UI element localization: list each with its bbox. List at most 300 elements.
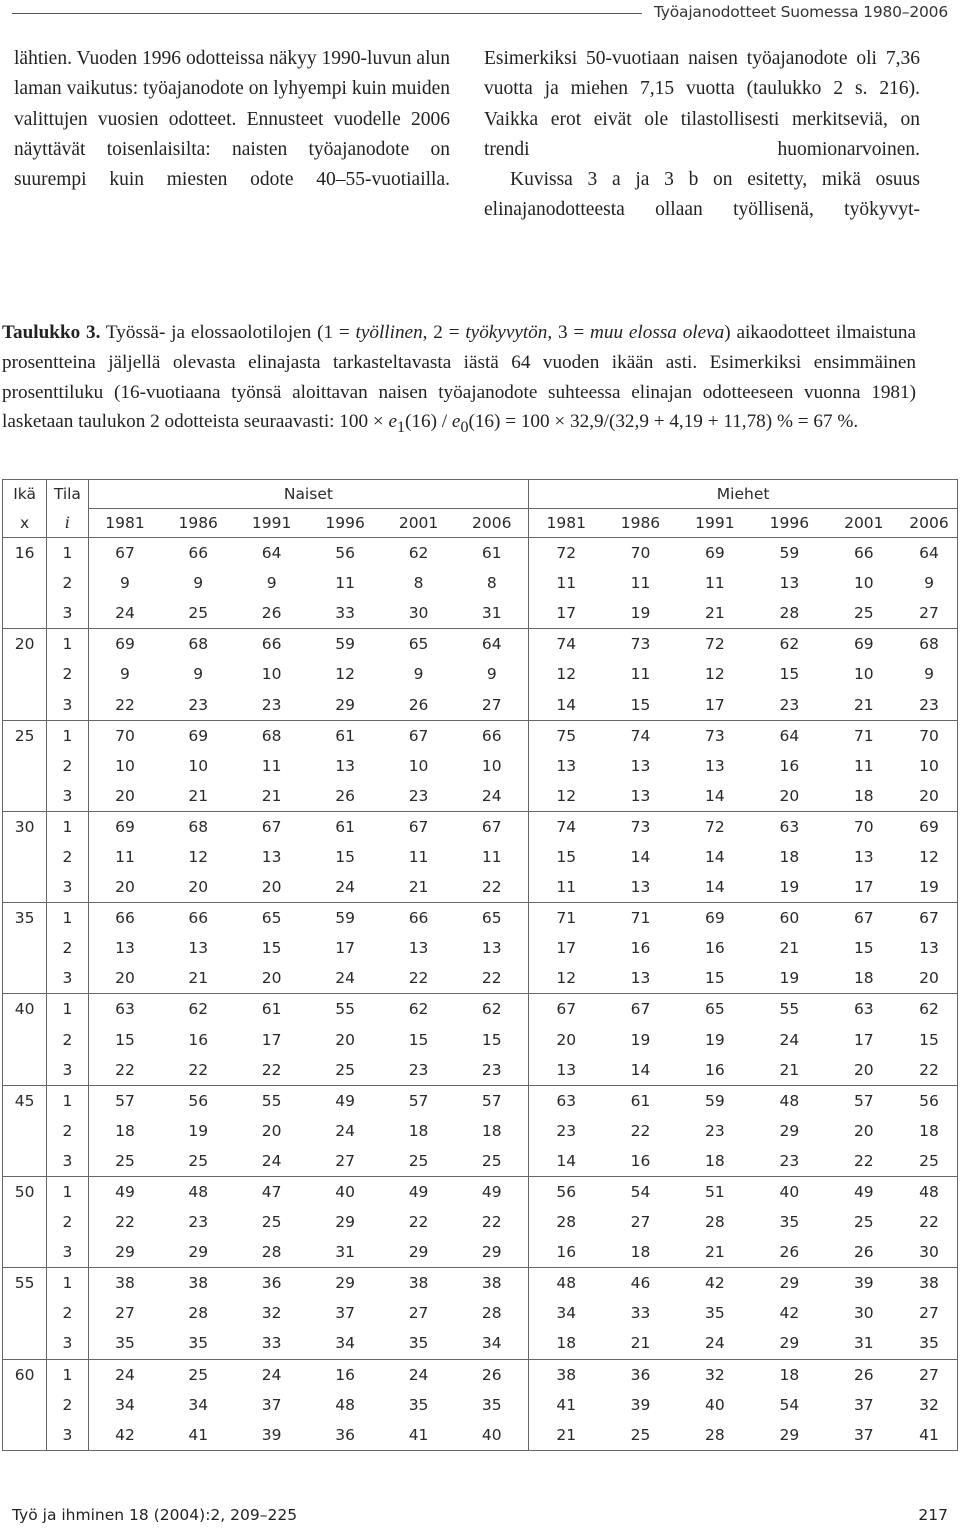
age-cell (3, 568, 47, 598)
table-row (3, 781, 958, 812)
women-value-cell: 9 (455, 659, 528, 689)
men-value-cell: 37 (827, 1420, 901, 1451)
women-value-cell: 22 (115, 1213, 135, 1232)
women-value-cell: 42 (88, 1420, 161, 1451)
women-value-cell: 23 (408, 1060, 429, 1079)
men-value-cell: 18 (779, 847, 800, 866)
right-column (484, 44, 920, 226)
table-row (3, 1420, 958, 1451)
men-value-cell: 41 (556, 1395, 577, 1414)
page-footer (12, 1506, 948, 1524)
men-value-cell: 23 (705, 1121, 725, 1140)
women-value-cell: 55 (308, 994, 381, 1025)
men-value-cell: 18 (853, 786, 874, 805)
women-value-cell: 8 (455, 568, 528, 598)
state-cell: 3 (47, 689, 88, 720)
table-row (3, 659, 958, 689)
women-value-cell: 22 (261, 1060, 282, 1079)
men-value-cell: 31 (853, 1334, 874, 1353)
age-cell: 30 (3, 811, 47, 842)
caption-label: Taulukko 3. (2, 322, 101, 343)
men-value-cell: 38 (901, 1268, 957, 1299)
men-value-cell: 13 (630, 878, 651, 897)
men-value-cell: 66 (827, 538, 901, 569)
men-value-cell: 19 (779, 878, 800, 897)
women-value-cell: 67 (382, 811, 455, 842)
men-value-cell: 69 (678, 903, 752, 934)
men-value-cell: 37 (853, 1395, 874, 1414)
women-value-cell: 64 (455, 629, 528, 660)
women-value-cell: 28 (455, 1298, 528, 1328)
women-value-cell: 38 (382, 1268, 455, 1299)
women-value-cell: 27 (335, 1151, 355, 1170)
women-value-cell: 8 (413, 574, 424, 593)
men-value-cell: 68 (901, 629, 957, 660)
men-value-cell: 28 (678, 1420, 752, 1451)
men-value-cell: 12 (705, 665, 725, 684)
age-cell: 16 (3, 538, 47, 569)
men-value-cell: 42 (779, 1304, 800, 1323)
men-value-cell: 46 (603, 1268, 677, 1299)
men-value-cell: 15 (853, 939, 874, 958)
women-value-cell: 12 (188, 847, 209, 866)
women-value-cell: 68 (161, 811, 234, 842)
men-value-cell: 14 (705, 847, 725, 866)
women-value-cell: 66 (382, 903, 455, 934)
men-value-cell: 9 (901, 568, 957, 598)
women-value-cell: 37 (335, 1304, 355, 1323)
age-cell (3, 1055, 47, 1086)
men-value-cell: 63 (752, 811, 826, 842)
women-value-cell: 29 (308, 1268, 381, 1299)
women-value-cell: 9 (120, 574, 130, 593)
age-cell (3, 1025, 47, 1055)
women-value-cell: 15 (408, 1030, 429, 1049)
state-cell: 1 (47, 538, 88, 569)
women-value-cell: 13 (188, 939, 209, 958)
women-value-cell: 27 (408, 1304, 429, 1323)
women-value-cell: 29 (115, 1243, 135, 1262)
women-value-cell: 12 (335, 665, 355, 684)
table-row (3, 1085, 958, 1116)
table-row (3, 751, 958, 781)
men-value-cell: 59 (678, 1085, 752, 1116)
women-value-cell: 66 (235, 629, 308, 660)
caption-subscript: 1 (397, 419, 406, 437)
women-value-cell: 31 (455, 598, 528, 629)
men-value-cell: 13 (901, 933, 957, 963)
women-value-cell: 21 (188, 786, 209, 805)
state-cell: 1 (47, 1176, 88, 1207)
women-value-cell: 24 (335, 1121, 355, 1140)
women-value-cell: 66 (455, 720, 528, 751)
men-value-cell: 24 (705, 1334, 725, 1353)
men-value-cell: 19 (779, 969, 800, 988)
men-value-cell: 20 (556, 1030, 577, 1049)
state-cell: 1 (47, 1268, 88, 1299)
women-value-cell: 38 (455, 1268, 528, 1299)
age-cell: 60 (3, 1359, 47, 1390)
table-row (3, 1116, 958, 1146)
table-row (3, 629, 958, 660)
running-head-title: Työajanodotteet Suomessa 1980–2006 (653, 3, 948, 21)
age-cell: 40 (3, 994, 47, 1025)
men-value-cell: 21 (705, 604, 725, 623)
men-value-cell: 22 (901, 1055, 957, 1086)
women-value-cell: 35 (408, 1395, 429, 1414)
women-value-cell: 48 (335, 1395, 355, 1414)
year-header-men: 2006 (901, 509, 957, 538)
women-value-cell: 56 (161, 1085, 234, 1116)
age-cell (3, 659, 47, 689)
women-value-cell: 23 (455, 1055, 528, 1086)
men-value-cell: 73 (603, 811, 677, 842)
state-cell: 2 (47, 933, 88, 963)
men-value-cell: 32 (901, 1390, 957, 1420)
women-value-cell: 22 (408, 969, 429, 988)
year-header-women: 1986 (161, 509, 234, 538)
table-subheader-row (3, 509, 958, 538)
women-value-cell: 29 (455, 1237, 528, 1268)
men-value-cell: 21 (853, 695, 874, 714)
caption-italic: työllinen (355, 322, 423, 343)
state-cell: 3 (47, 1055, 88, 1086)
men-value-cell: 18 (752, 1359, 826, 1390)
table-row (3, 1298, 958, 1328)
women-value-cell: 29 (335, 1213, 355, 1232)
men-value-cell: 28 (556, 1213, 577, 1232)
men-value-cell: 49 (827, 1176, 901, 1207)
age-cell: 25 (3, 720, 47, 751)
men-value-cell: 21 (630, 1334, 651, 1353)
table-row (3, 1025, 958, 1055)
caption-italic: e (388, 411, 398, 433)
men-value-cell: 13 (556, 756, 577, 775)
women-value-cell: 28 (261, 1243, 282, 1262)
men-value-cell: 74 (529, 811, 603, 842)
men-value-cell: 40 (705, 1395, 725, 1414)
women-value-cell: 13 (335, 756, 355, 775)
women-value-cell: 9 (193, 574, 204, 593)
men-value-cell: 22 (630, 1121, 651, 1140)
women-value-cell: 59 (308, 903, 381, 934)
men-value-cell: 30 (901, 1237, 957, 1268)
women-value-cell: 20 (335, 1030, 355, 1049)
year-header-men: 1996 (752, 509, 826, 538)
state-cell: 2 (47, 659, 88, 689)
state-cell: 3 (47, 1146, 88, 1177)
men-value-cell: 29 (752, 1268, 826, 1299)
year-header-men: 1981 (529, 509, 603, 538)
caption-italic: muu elossa oleva (590, 322, 725, 343)
year-header-women: 1981 (88, 509, 161, 538)
men-value-cell: 15 (705, 969, 725, 988)
men-value-cell: 65 (678, 994, 752, 1025)
women-value-cell: 30 (408, 604, 429, 623)
state-cell: 1 (47, 720, 88, 751)
men-value-cell: 10 (853, 665, 874, 684)
header-age: Ikä (3, 480, 47, 509)
men-value-cell: 23 (901, 689, 957, 720)
men-value-cell: 73 (603, 629, 677, 660)
subheader-age: x (3, 509, 47, 538)
header-women: Naiset (88, 480, 529, 509)
men-value-cell: 12 (901, 842, 957, 872)
women-value-cell: 16 (188, 1030, 209, 1049)
header-state: Tila (47, 480, 88, 509)
women-value-cell: 20 (261, 878, 282, 897)
women-value-cell: 25 (115, 1151, 135, 1170)
men-value-cell: 64 (752, 720, 826, 751)
women-value-cell: 69 (161, 720, 234, 751)
men-value-cell: 20 (779, 786, 800, 805)
men-value-cell: 29 (779, 1334, 800, 1353)
women-value-cell: 49 (455, 1176, 528, 1207)
men-value-cell: 17 (853, 878, 874, 897)
men-value-cell: 11 (630, 665, 651, 684)
men-value-cell: 22 (901, 1207, 957, 1237)
men-value-cell: 18 (556, 1334, 577, 1353)
left-column-paragraph: lähtien. Vuoden 1996 odotteissa näkyy 1990-luvun alun laman vaikutus: työajanodote on lyhyempi kuin muiden valittujen vuosien odotteet. Ennusteet vuodelle 2006 näyttävät toisenlaisilta: naisten työajanodote on suurempi kuin miesten odote 40–55-vuotiailla. (14, 48, 450, 191)
women-value-cell: 23 (188, 695, 209, 714)
women-value-cell: 25 (261, 1213, 282, 1232)
men-value-cell: 57 (827, 1085, 901, 1116)
caption-italic: e (451, 411, 461, 433)
men-value-cell: 18 (853, 969, 874, 988)
men-value-cell: 32 (678, 1359, 752, 1390)
state-cell: 1 (47, 903, 88, 934)
men-value-cell: 13 (630, 756, 651, 775)
state-cell: 1 (47, 1359, 88, 1390)
men-value-cell: 16 (556, 1243, 577, 1262)
women-value-cell: 23 (188, 1213, 209, 1232)
left-column (14, 44, 450, 195)
women-value-cell: 21 (408, 878, 429, 897)
men-value-cell: 12 (556, 786, 577, 805)
women-value-cell: 66 (88, 903, 161, 934)
state-cell: 2 (47, 1207, 88, 1237)
women-value-cell: 66 (161, 538, 234, 569)
table-row (3, 994, 958, 1025)
women-value-cell: 68 (161, 629, 234, 660)
women-value-cell: 20 (115, 786, 135, 805)
men-value-cell: 15 (556, 847, 577, 866)
men-value-cell: 17 (556, 939, 577, 958)
women-value-cell: 62 (455, 994, 528, 1025)
footer-journal: Työ ja ihminen 18 (2004):2, 209–225 (12, 1506, 298, 1524)
men-value-cell: 70 (901, 720, 957, 751)
men-value-cell: 56 (529, 1176, 603, 1207)
women-value-cell: 24 (115, 604, 135, 623)
men-value-cell: 71 (603, 903, 677, 934)
men-value-cell: 71 (529, 903, 603, 934)
women-value-cell: 25 (455, 1146, 528, 1177)
women-value-cell: 10 (455, 751, 528, 781)
women-value-cell: 39 (235, 1420, 308, 1451)
women-value-cell: 34 (188, 1395, 209, 1414)
men-value-cell: 13 (630, 969, 651, 988)
women-value-cell: 22 (455, 1207, 528, 1237)
men-value-cell: 69 (827, 629, 901, 660)
women-value-cell: 11 (115, 847, 135, 866)
table-row (3, 1359, 958, 1390)
men-value-cell: 12 (556, 969, 577, 988)
men-value-cell: 18 (630, 1243, 651, 1262)
men-value-cell: 39 (630, 1395, 651, 1414)
men-value-cell: 25 (603, 1420, 677, 1451)
caption-text: , 3 = (547, 322, 591, 343)
men-value-cell: 20 (853, 1060, 874, 1079)
women-value-cell: 70 (88, 720, 161, 751)
women-value-cell: 66 (161, 903, 234, 934)
men-value-cell: 26 (853, 1243, 874, 1262)
men-value-cell: 10 (853, 574, 874, 593)
table-row (3, 1390, 958, 1420)
men-value-cell: 17 (556, 604, 577, 623)
men-value-cell: 17 (705, 695, 725, 714)
women-value-cell: 21 (261, 786, 282, 805)
men-value-cell: 67 (603, 994, 677, 1025)
men-value-cell: 67 (529, 994, 603, 1025)
women-value-cell: 38 (88, 1268, 161, 1299)
table-row (3, 1055, 958, 1086)
women-value-cell: 13 (115, 939, 135, 958)
men-value-cell: 26 (779, 1243, 800, 1262)
table-row (3, 538, 958, 569)
women-value-cell: 11 (408, 847, 429, 866)
men-value-cell: 63 (529, 1085, 603, 1116)
men-value-cell: 36 (603, 1359, 677, 1390)
men-value-cell: 54 (779, 1395, 800, 1414)
age-cell (3, 842, 47, 872)
state-cell: 2 (47, 1025, 88, 1055)
women-value-cell: 15 (335, 847, 355, 866)
running-head (12, 0, 948, 24)
men-value-cell: 23 (556, 1121, 577, 1140)
women-value-cell: 22 (188, 1060, 209, 1079)
men-value-cell: 33 (630, 1304, 651, 1323)
men-value-cell: 12 (556, 665, 577, 684)
men-value-cell: 60 (752, 903, 826, 934)
men-value-cell: 13 (853, 847, 874, 866)
men-value-cell: 16 (779, 756, 800, 775)
women-value-cell: 69 (88, 811, 161, 842)
men-value-cell: 34 (556, 1304, 577, 1323)
men-value-cell: 19 (705, 1030, 725, 1049)
women-value-cell: 67 (88, 538, 161, 569)
men-value-cell: 72 (678, 811, 752, 842)
caption-text: Työssä- ja elossaolotilojen (1 = (100, 322, 356, 343)
men-value-cell: 11 (853, 756, 874, 775)
caption-italic: työkyvytön (465, 322, 548, 343)
women-value-cell: 10 (261, 665, 282, 684)
men-value-cell: 29 (779, 1121, 800, 1140)
women-value-cell: 34 (455, 1328, 528, 1359)
men-value-cell: 69 (901, 811, 957, 842)
men-value-cell: 74 (529, 629, 603, 660)
women-value-cell: 57 (455, 1085, 528, 1116)
table-row (3, 903, 958, 934)
state-cell: 3 (47, 1237, 88, 1268)
women-value-cell: 65 (235, 903, 308, 934)
age-cell (3, 689, 47, 720)
subheader-state: i (47, 509, 88, 538)
women-value-cell: 33 (335, 604, 355, 623)
women-value-cell: 41 (161, 1420, 234, 1451)
men-value-cell: 62 (752, 629, 826, 660)
right-column-paragraph-2: Kuvissa 3 a ja 3 b on esitetty, mikä osuus elinajanodotteesta ollaan työllisenä, työkyvyt- (484, 169, 920, 221)
age-cell (3, 1207, 47, 1237)
state-cell: 2 (47, 1116, 88, 1146)
men-value-cell: 20 (901, 781, 957, 812)
men-value-cell: 63 (827, 994, 901, 1025)
table-row (3, 689, 958, 720)
men-value-cell: 16 (705, 939, 725, 958)
women-value-cell: 16 (308, 1359, 381, 1390)
men-value-cell: 26 (827, 1359, 901, 1390)
men-value-cell: 16 (630, 1151, 651, 1170)
men-value-cell: 27 (630, 1213, 651, 1232)
caption-subscript: 0 (460, 419, 469, 437)
women-value-cell: 18 (455, 1116, 528, 1146)
women-value-cell: 68 (235, 720, 308, 751)
women-value-cell: 10 (188, 756, 209, 775)
men-value-cell: 72 (678, 629, 752, 660)
women-value-cell: 34 (335, 1334, 355, 1353)
right-column-paragraph-1: Esimerkiksi 50-vuotiaan naisen työajanodote oli 7,36 vuotta ja miehen 7,15 vuotta (taulukko 2 s. 216). Vaikka erot eivät ole tilastollisesti merkitseviä, on trendi huomionarvoinen. (484, 48, 920, 160)
men-value-cell: 13 (705, 756, 725, 775)
table-caption (2, 318, 916, 443)
men-value-cell: 14 (705, 786, 725, 805)
women-value-cell: 33 (261, 1334, 282, 1353)
women-value-cell: 57 (88, 1085, 161, 1116)
women-value-cell: 11 (261, 756, 282, 775)
data-table-container (2, 479, 958, 1451)
header-men: Miehet (529, 480, 958, 509)
men-value-cell: 42 (678, 1268, 752, 1299)
men-value-cell: 14 (556, 695, 577, 714)
women-value-cell: 22 (115, 1060, 135, 1079)
year-header-women: 1991 (235, 509, 308, 538)
women-value-cell: 67 (455, 811, 528, 842)
men-value-cell: 11 (630, 574, 651, 593)
women-value-cell: 21 (188, 969, 209, 988)
state-cell: 2 (47, 568, 88, 598)
men-value-cell: 72 (529, 538, 603, 569)
header-rule (12, 13, 642, 14)
men-value-cell: 48 (752, 1085, 826, 1116)
table-row (3, 963, 958, 994)
caption-text: (16) = 100 × 32,9/(32,9 + 4,19 + 11,78) % = 67 %. (468, 411, 859, 433)
women-value-cell: 65 (382, 629, 455, 660)
men-value-cell: 15 (901, 1025, 957, 1055)
state-cell: 1 (47, 629, 88, 660)
women-value-cell: 49 (308, 1085, 381, 1116)
age-cell (3, 1420, 47, 1451)
women-value-cell: 49 (88, 1176, 161, 1207)
men-value-cell: 35 (705, 1304, 725, 1323)
data-table (2, 479, 958, 1451)
age-cell (3, 781, 47, 812)
state-cell: 2 (47, 842, 88, 872)
women-value-cell: 35 (188, 1334, 209, 1353)
table-row (3, 842, 958, 872)
women-value-cell: 13 (455, 933, 528, 963)
men-value-cell: 13 (779, 574, 800, 593)
men-value-cell: 35 (901, 1328, 957, 1359)
state-cell: 2 (47, 1390, 88, 1420)
age-cell: 45 (3, 1085, 47, 1116)
